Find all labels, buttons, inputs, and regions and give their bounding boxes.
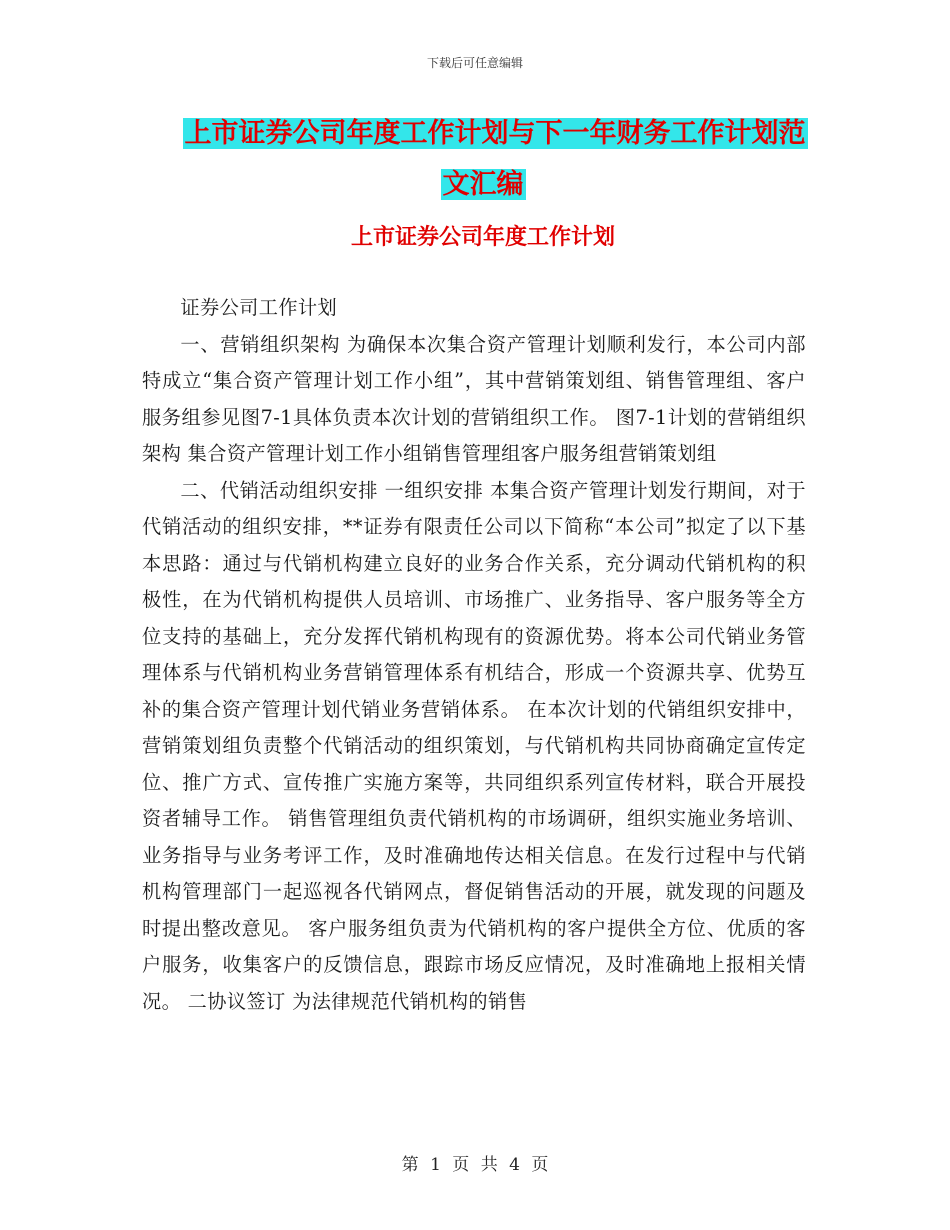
paragraph-marketing-structure: 一、营销组织架构 为确保本次集合资产管理计划顺利发行，本公司内部特成立“集合资产管理计划工作小组”，其中营销策划组、销售管理组、客户服务组参见图7-1具体负责本次计划的营销组织工作。 图7-1计划的营销组织架构 集合资产管理计划工作小组销售管理组客户服务组营销策划组	[142, 332, 806, 465]
document-title-line-1: 上市证券公司年度工作计划与下一年财务工作计划范	[184, 118, 806, 149]
document-title-line-2: 文汇编	[442, 169, 524, 200]
paragraph-distribution-arrangement: 二、代销活动组织安排 一组织安排 本集合资产管理计划发行期间，对于代销活动的组织安排，**证券有限责任公司以下简称“本公司”拟定了以下基本思路：通过与代销机构建立良好的业务合作关系，充分调动代销机构的积极性，在为代销机构提供人员培训、市场推广、业务指导、客户服务等全方位支持的基础上，充分发挥代销机构现有的资源优势。将本公司代销业务管理体系与代销机构业务营销管理体系有机结合，形成一个资源共享、优势互补的集合资产管理计划代销业务营销体系。 在本次计划的代销组织安排中，营销策划组负责整个代销活动的组织策划，与代销机构共同协商确定宣传定位、推广方式、宣传推广实施方案等，共同组织系列宣传材料，联合开展投资者辅导工作。 销售管理组负责代销机构的市场调研，组织实施业务培训、业务指导与业务考评工作，及时准确地传达相关信息。在发行过程中与代销机构管理部门一起巡视各代销网点，督促销售活动的开展，就发现的问题及时提出整改意见。 客户服务组负责为代销机构的客户提供全方位、优质的客户服务，收集客户的反馈信息，跟踪市场反应情况，及时准确地上报相关情况。 二协议签订 为法律规范代销机构的销售	[142, 478, 806, 1013]
document-body	[142, 290, 806, 1020]
paragraph-intro: 证券公司工作计划	[180, 296, 338, 319]
page-number-footer: 第 1 页 共 4 页	[401, 1155, 549, 1175]
document-title	[0, 110, 950, 208]
section-title: 上市证券公司年度工作计划	[350, 225, 615, 250]
header-note: 下载后可任意编辑	[426, 56, 523, 70]
